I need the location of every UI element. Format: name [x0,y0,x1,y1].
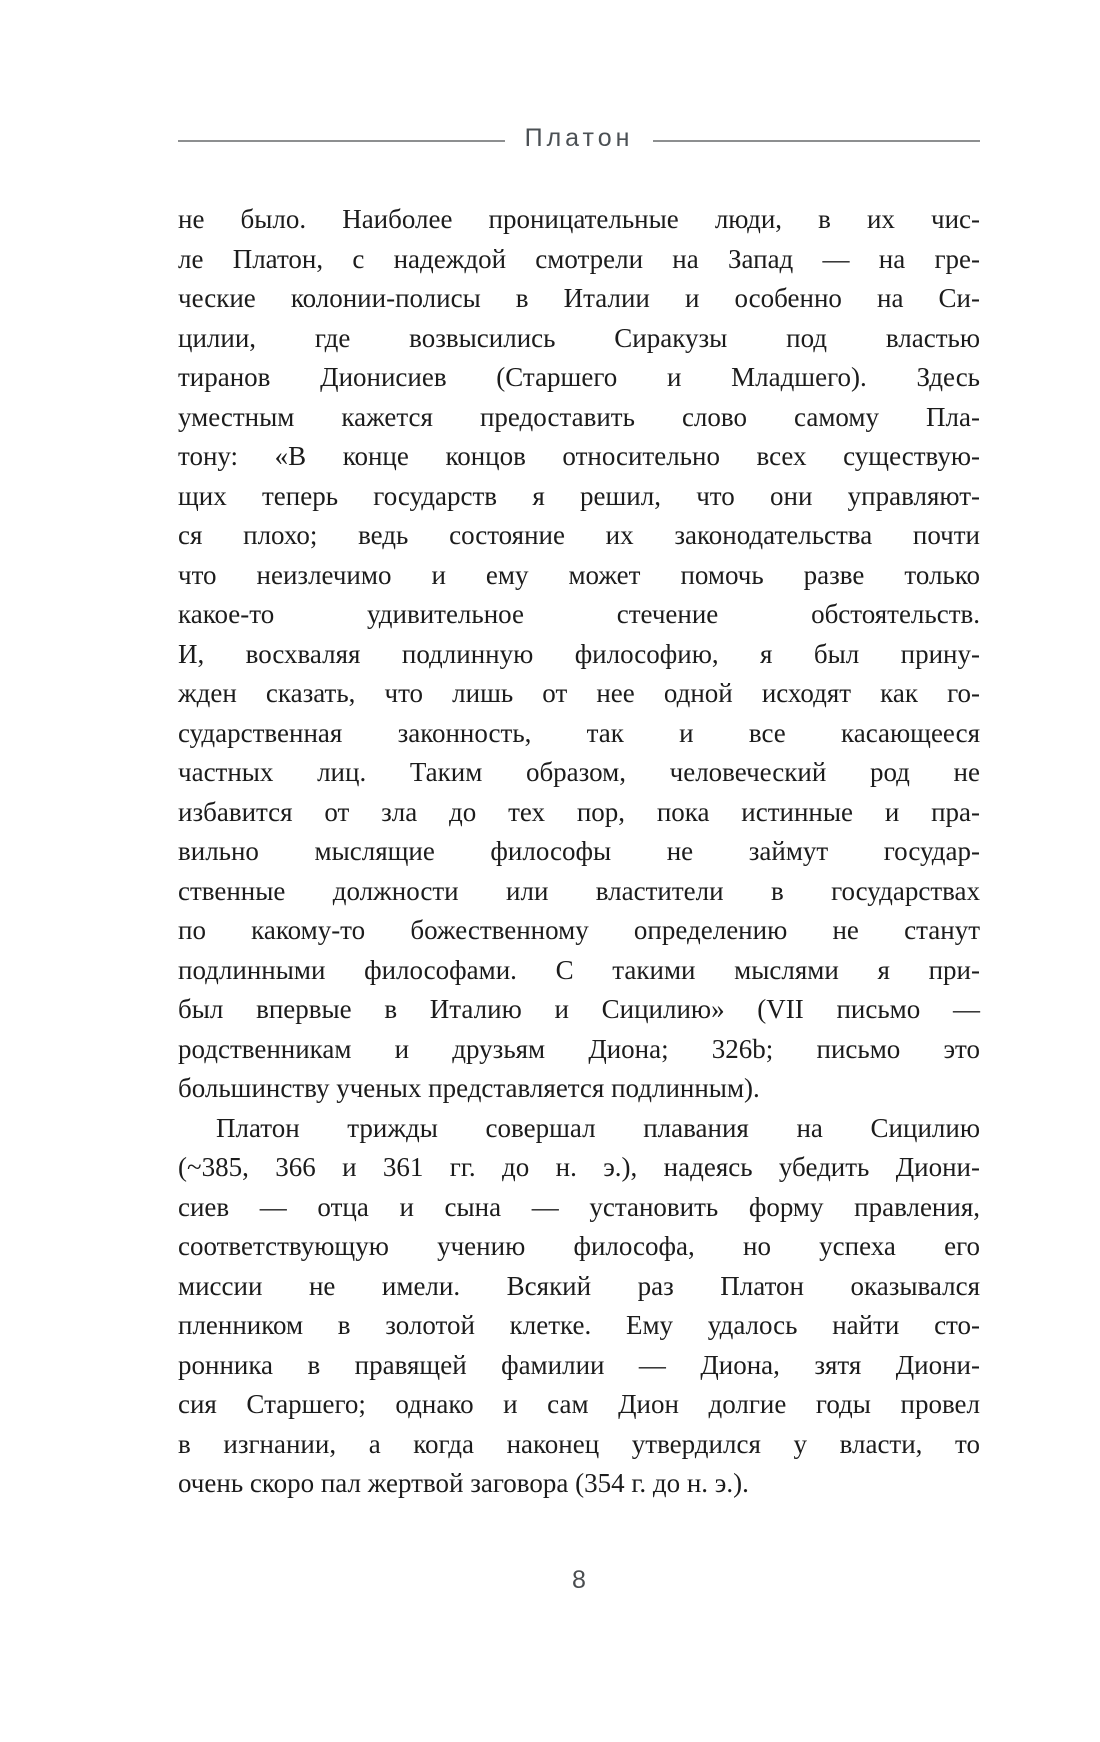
text-line: вильно мыслящие философы не займут государ- [178,836,980,866]
text-line: сударственная законность, так и все касающееся [178,717,980,748]
text-line: (~385, 366 и 361 гг. до н. э.), надеясь убедить Диони- [178,1152,980,1182]
text-line: подлинными философами. С такими мыслями я при- [178,954,980,985]
text-line: что неизлечимо и ему может помочь разве только [178,559,980,590]
text-line: какое-то удивительное стечение обстоятельств. [178,599,980,629]
text-line: сия Старшего; однако и сам Дион долгие годы провел [178,1389,980,1419]
text-line: не было. Наиболее проницательные люди, в их чис- [178,204,980,234]
header-rule-left [178,140,505,142]
running-title: Платон [524,124,634,152]
page-number: 8 [572,1566,586,1594]
text-line: в изгнании, а когда наконец утвердился у власти, то [178,1428,980,1459]
header-rule-right [653,140,980,142]
text-line: сиев — отца и сына — установить форму правления, [178,1191,980,1222]
text-line: родственникам и друзьям Диона; 326b; письмо это [178,1033,980,1064]
text-line: жден сказать, что лишь от нее одной исходят как го- [178,678,980,708]
text-line: пленником в золотой клетке. Ему удалось найти сто- [178,1310,980,1340]
text-line: тиранов Дионисиев (Старшего и Младшего). Здесь [178,362,980,392]
text-line: ственные должности или властители в государствах [178,875,980,906]
text-line: был впервые в Италию и Сицилию» (VII письмо — [178,994,980,1024]
text-line: очень скоро пал жертвой заговора (354 г. до н. э.). [178,1468,749,1498]
text-line: ле Платон, с надеждой смотрели на Запад — на гре- [178,243,980,274]
text-line: цилии, где возвысились Сиракузы под властью [178,322,980,353]
text-line: ческие колонии-полисы в Италии и особенно на Си- [178,283,980,313]
text-line: уместным кажется предоставить слово самому Пла- [178,401,980,432]
text-line: ся плохо; ведь состояние их законодательства почти [178,520,980,550]
text-line: соответствующую учению философа, но успеха его [178,1231,980,1261]
text-line: частных лиц. Таким образом, человеческий род не [178,757,980,787]
page-footer [178,1566,980,1595]
text-line: по какому-то божественному определению не станут [178,915,980,945]
text-line: тону: «В конце концов относительно всех существую- [178,441,980,471]
text-line: миссии не имели. Всякий раз Платон оказывался [178,1270,980,1301]
text-line: щих теперь государств я решил, что они управляют- [178,480,980,511]
text-line: Платон трижды совершал плавания на Сицилию [216,1112,980,1143]
text-line: большинству ученых представляется подлинным). [178,1073,760,1103]
text-line: избавится от зла до тех пор, пока истинные и пра- [178,796,980,827]
page-body [178,200,980,1504]
page-header [178,126,980,155]
text-line: ронника в правящей фамилии — Диона, зятя Диони- [178,1349,980,1380]
text-line: И, восхваляя подлинную философию, я был прину- [178,638,980,669]
